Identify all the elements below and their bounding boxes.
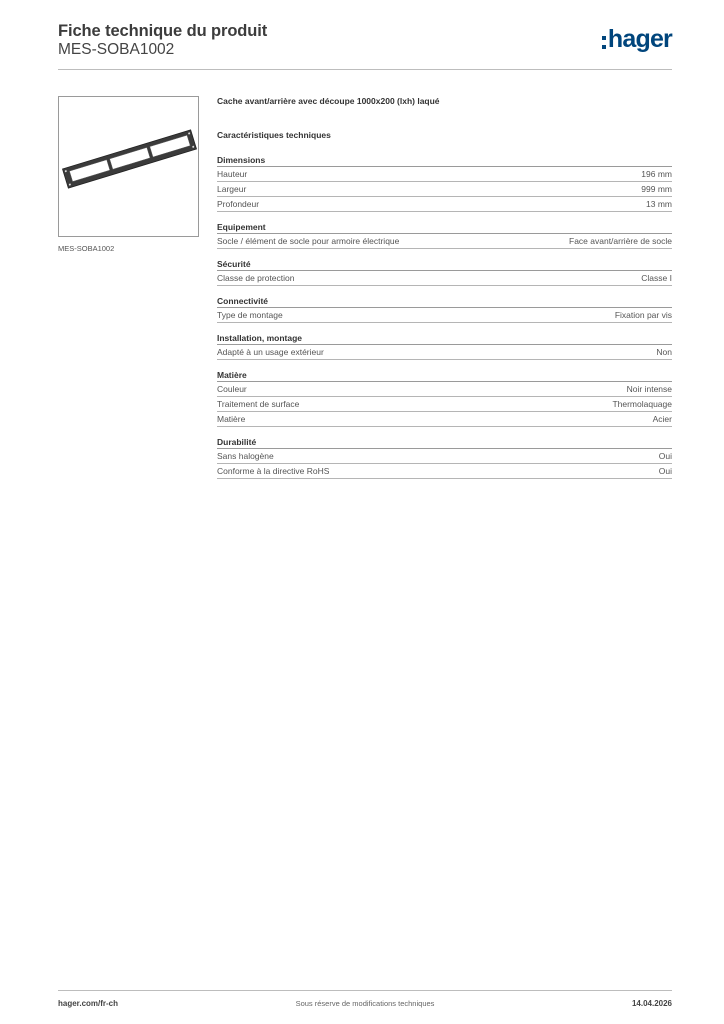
technical-characteristics-heading: Caractéristiques techniques: [217, 130, 331, 140]
hager-logo: [602, 27, 672, 52]
website-link[interactable]: hager.com/fr-ch: [58, 999, 119, 1008]
page-header: [58, 22, 672, 70]
spec-value: Noir intense: [626, 384, 672, 394]
spec-label: Hauteur: [217, 169, 248, 179]
section-title: Durabilité: [217, 436, 672, 449]
spec-value: Non: [656, 347, 672, 357]
spec-value: 196 mm: [641, 169, 672, 179]
product-description: Cache avant/arrière avec découpe 1000x200 (lxh) laqué: [217, 96, 440, 106]
spec-label: Sans halogène: [217, 451, 274, 461]
spec-row: [217, 167, 672, 182]
section-title: Dimensions: [217, 154, 672, 167]
spec-value: Oui: [658, 451, 672, 461]
spec-row: [217, 382, 672, 397]
logo-colon-icon: [602, 36, 606, 49]
section-title: Sécurité: [217, 258, 672, 271]
spec-label: Couleur: [217, 384, 247, 394]
section-equipement: [217, 221, 672, 249]
document-date: 14.04.2026: [631, 999, 672, 1008]
section-matiere: [217, 369, 672, 427]
spec-value: 999 mm: [641, 184, 672, 194]
spec-label: Adapté à un usage extérieur: [217, 347, 324, 357]
section-durabilite: [217, 436, 672, 479]
spec-row: [217, 397, 672, 412]
spec-label: Matière: [217, 414, 246, 424]
section-title: Equipement: [217, 221, 672, 234]
spec-label: Largeur: [217, 184, 247, 194]
section-dimensions: [217, 154, 672, 212]
spec-value: Face avant/arrière de socle: [569, 236, 672, 246]
document-title: Fiche technique du produit: [58, 22, 268, 40]
spec-value: Oui: [658, 466, 672, 476]
spec-value: Fixation par vis: [614, 310, 672, 320]
section-connectivite: [217, 295, 672, 323]
spec-label: Profondeur: [217, 199, 260, 209]
spec-label: Classe de protection: [217, 273, 295, 283]
product-reference: MES-SOBA1002: [58, 41, 175, 58]
spec-value: 13 mm: [646, 199, 672, 209]
logo-text: hager: [607, 25, 672, 53]
spec-row: [217, 345, 672, 360]
spec-value: Thermolaquage: [612, 399, 672, 409]
modification-notice: Sous réserve de modifications techniques: [295, 999, 435, 1008]
spec-row: [217, 308, 672, 323]
spec-row: [217, 271, 672, 286]
spec-label: Conforme à la directive RoHS: [217, 466, 330, 476]
spec-value: Acier: [652, 414, 672, 424]
product-plate-illustration: [59, 97, 200, 238]
spec-label: Socle / élément de socle pour armoire électrique: [217, 236, 400, 246]
spec-row: [217, 197, 672, 212]
product-image: [58, 96, 199, 237]
section-title: Installation, montage: [217, 332, 672, 345]
spec-row: [217, 182, 672, 197]
spec-value: Classe I: [641, 273, 672, 283]
section-securite: [217, 258, 672, 286]
spec-row: [217, 234, 672, 249]
section-title: Matière: [217, 369, 672, 382]
spec-label: Type de montage: [217, 310, 283, 320]
spec-content: [217, 96, 672, 488]
section-installation: [217, 332, 672, 360]
spec-row: [217, 464, 672, 479]
page-footer: [58, 990, 672, 1012]
spec-row: [217, 412, 672, 427]
image-caption: MES-SOBA1002: [58, 244, 115, 253]
spec-label: Traitement de surface: [217, 399, 300, 409]
section-title: Connectivité: [217, 295, 672, 308]
spec-row: [217, 449, 672, 464]
